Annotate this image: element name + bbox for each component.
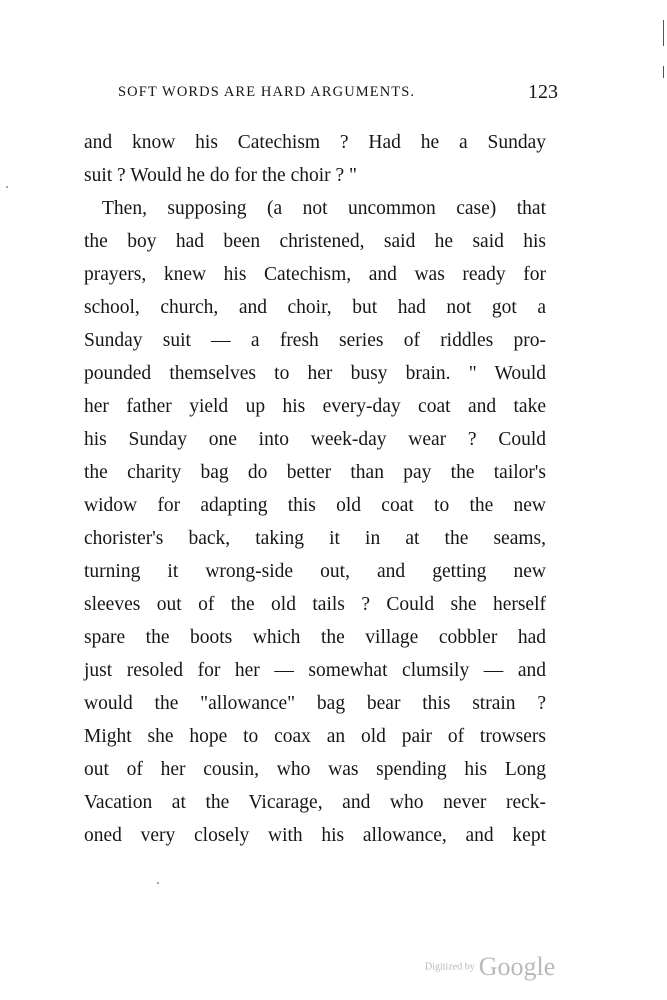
text-line: and know his Catechism ? Had he a Sunday [84,132,546,153]
text-line: just resoled for her — somewhat clumsily — and [84,660,546,681]
running-title: SOFT WORDS ARE HARD ARGUMENTS. [118,84,416,100]
text-line: spare the boots which the village cobbler had [84,627,546,648]
text-line: her father yield up his every-day coat and take [84,396,546,417]
watermark-logo-text: Google [478,952,556,981]
scan-edge-mark [663,66,664,78]
text-line: Might she hope to coax an old pair of trowsers [84,726,546,747]
scan-speck [157,882,159,884]
text-line: widow for adapting this old coat to the new [84,495,546,516]
text-line: his Sunday one into week-day wear ? Could [84,429,546,450]
text-line: school, church, and choir, but had not got a [84,297,546,318]
text-line: suit ? Would he do for the choir ? " [84,165,358,186]
text-line: prayers, knew his Catechism, and was ready for [84,264,546,285]
digitized-watermark [425,952,555,982]
text-line: oned very closely with his allowance, and kept [84,825,546,846]
text-line: sleeves out of the old tails ? Could she herself [84,594,546,615]
text-line: Vacation at the Vicarage, and who never reck- [84,792,546,813]
text-line: chorister's back, taking it in at the seams, [84,528,546,549]
text-line: Sunday suit — a fresh series of riddles pro- [84,330,546,351]
watermark-small-text: Digitized by [425,961,475,973]
text-line: pounded themselves to her busy brain. " Would [84,363,546,384]
body-text [84,126,546,852]
text-line: the charity bag do better than pay the tailor's [84,462,546,483]
text-line: would the "allowance" bag bear this strain ? [84,693,546,714]
scan-edge-mark [663,20,664,46]
scan-speck [6,186,8,188]
text-line: Then, supposing (a not uncommon case) that [102,198,546,219]
page-number: 123 [528,81,558,103]
running-head [118,81,558,108]
text-line: out of her cousin, who was spending his Long [84,759,546,780]
text-line: turning it wrong-side out, and getting new [84,561,546,582]
text-line: the boy had been christened, said he said his [84,231,546,252]
